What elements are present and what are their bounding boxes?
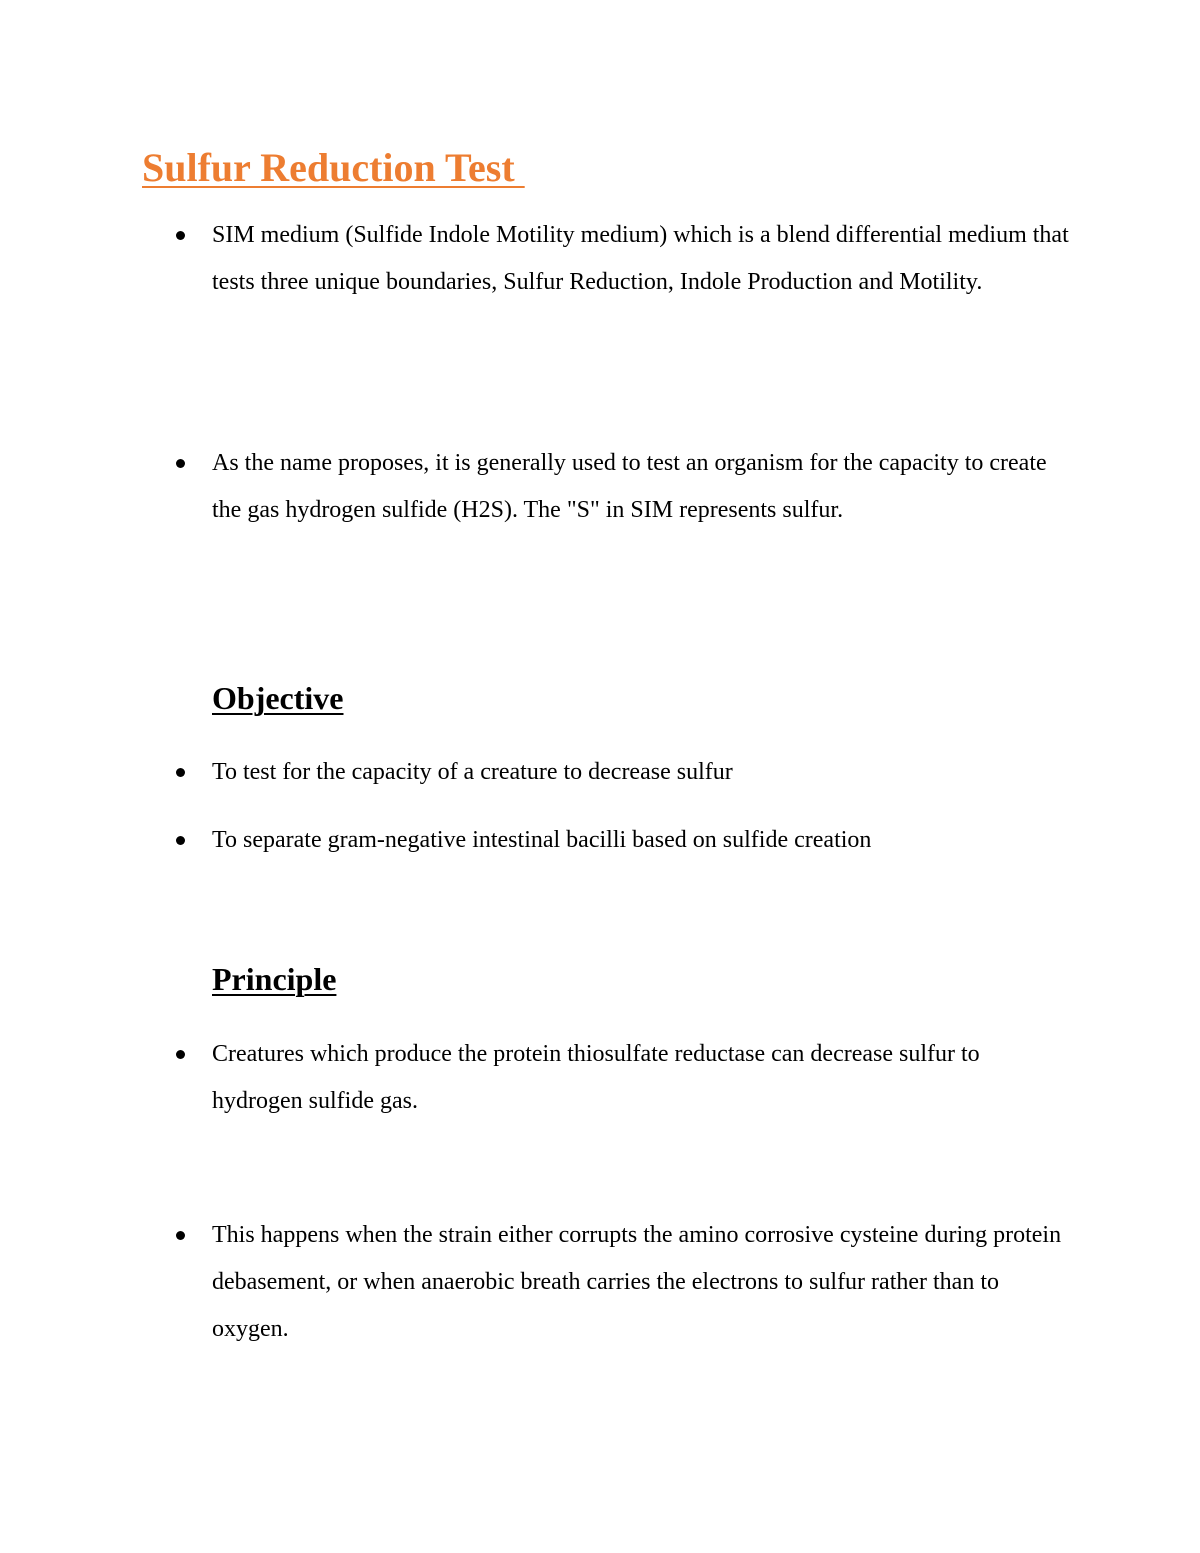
bullet-icon — [176, 1231, 185, 1240]
principle-bullet-list — [0, 1031, 1200, 1125]
list-item — [0, 212, 1072, 306]
bullet-icon — [176, 1050, 185, 1059]
bullet-icon — [176, 459, 185, 468]
bullet-icon — [176, 836, 185, 845]
objective-bullet-list-2 — [0, 817, 1200, 864]
intro-bullet-list-2 — [0, 440, 1200, 534]
list-item — [0, 1212, 1072, 1353]
list-item-text: To separate gram-negative intestinal bacilli based on sulfide creation — [212, 827, 872, 853]
list-item — [0, 817, 1072, 864]
list-item-text: This happens when the strain either corrupts the amino corrosive cysteine during protein debasement, or when anaerobic breath carries the electrons to sulfur rather than to oxygen. — [212, 1222, 1062, 1342]
list-item-text: Creatures which produce the protein thiosulfate reductase can decrease sulfur to hydrogen sulfide gas. — [212, 1041, 980, 1114]
intro-bullet-list — [0, 212, 1200, 306]
list-item — [0, 749, 1072, 796]
objective-heading: Objective — [212, 680, 344, 716]
bullet-icon — [176, 768, 185, 777]
principle-heading: Principle — [212, 961, 337, 997]
principle-bullet-list-2 — [0, 1212, 1200, 1353]
list-item-text: As the name proposes, it is generally used to test an organism for the capacity to create the gas hydrogen sulfide (H2S). The "S" in SIM represents sulfur. — [212, 450, 1047, 523]
list-item — [0, 440, 1072, 534]
list-item-text: SIM medium (Sulfide Indole Motility medium) which is a blend differential medium that tests three unique boundaries, Sulfur Reduction, Indole Production and Motility. — [212, 222, 1069, 295]
bullet-icon — [176, 231, 185, 240]
list-item-text: To test for the capacity of a creature to decrease sulfur — [212, 759, 733, 785]
objective-bullet-list — [0, 749, 1200, 796]
page-title: Sulfur Reduction Test — [142, 145, 525, 190]
list-item — [0, 1031, 1072, 1125]
